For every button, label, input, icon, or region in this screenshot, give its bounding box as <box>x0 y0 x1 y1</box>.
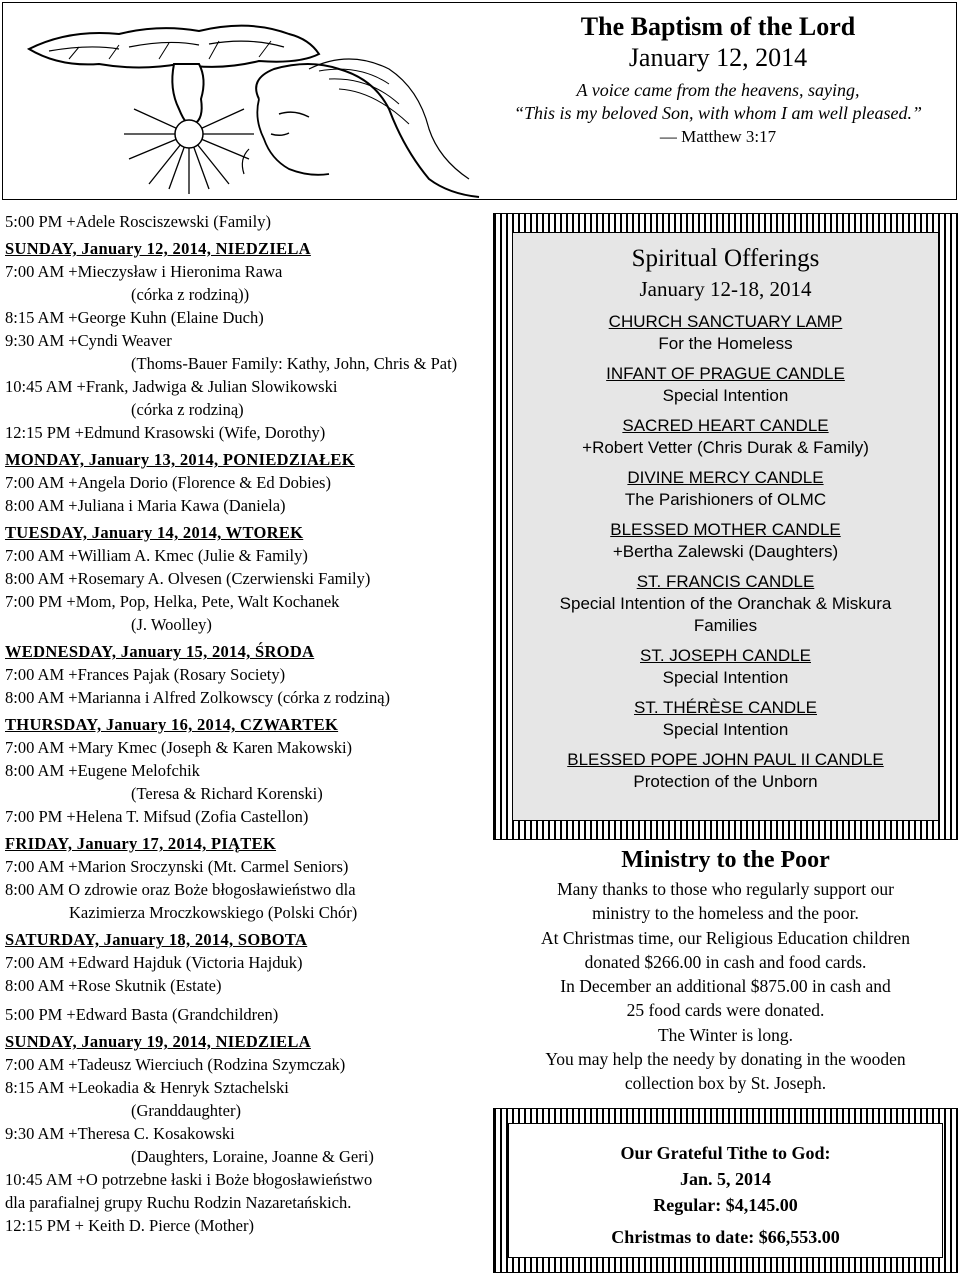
tithe-box <box>508 1123 943 1258</box>
schedule-line: 5:00 PM +Edward Basta (Grandchildren) <box>5 1005 279 1024</box>
offering-name: SACRED HEART CANDLE <box>622 416 829 435</box>
day-heading-monday-13: MONDAY, January 13, 2014, PONIEDZIAŁEK <box>5 450 355 469</box>
ministry-line: Many thanks to those who regularly support our <box>557 879 894 899</box>
offering-name: CHURCH SANCTUARY LAMP <box>608 312 843 331</box>
tithe-date: Jan. 5, 2014 <box>679 1169 771 1189</box>
schedule-line: 8:00 AM +Eugene Melofchik <box>5 761 200 780</box>
schedule-line: 7:00 AM +Frances Pajak (Rosary Society) <box>5 665 286 684</box>
offering-name: BLESSED MOTHER CANDLE <box>610 520 841 539</box>
schedule-line: (córka z rodziną) <box>131 400 244 419</box>
day-heading-tuesday-14: TUESDAY, January 14, 2014, WTOREK <box>5 523 304 542</box>
day-heading-thursday-16: THURSDAY, January 16, 2014, CZWARTEK <box>5 715 339 734</box>
scripture-quote-line-2: “This is my beloved Son, with whom I am well pleased.” <box>514 103 922 123</box>
schedule-line: 8:15 AM +Leokadia & Henryk Sztachelski <box>5 1078 289 1097</box>
schedule-line: 7:00 AM +Marion Sroczynski (Mt. Carmel Seniors) <box>5 857 349 876</box>
ministry-line: 25 food cards were donated. <box>626 1000 825 1021</box>
page-title: The Baptism of the Lord <box>580 12 856 41</box>
ministry-section <box>493 845 958 1096</box>
offering-intention: +Robert Vetter (Chris Durak & Family) <box>582 438 869 457</box>
offering-item <box>513 363 938 407</box>
schedule-line: 7:00 AM +Tadeusz Wierciuch (Rodzina Szymczak) <box>5 1055 346 1074</box>
offering-intention-cont: Families <box>693 616 758 635</box>
schedule-line: (Daughters, Loraine, Joanne & Geri) <box>131 1147 374 1166</box>
schedule-line: 8:00 AM O zdrowie oraz Boże błogosławieństwo dla <box>5 880 356 899</box>
schedule-line: 8:00 AM +Rosemary A. Olvesen (Czerwienski Family) <box>5 569 371 588</box>
offering-intention: Special Intention of the Oranchak & Miskura <box>559 594 892 613</box>
day-heading-saturday-18: SATURDAY, January 18, 2014, SOBOTA <box>5 930 308 949</box>
schedule-line: 9:30 AM +Cyndi Weaver <box>5 331 172 350</box>
tithe-regular: Regular: $4,145.00 <box>653 1195 798 1215</box>
day-heading-wednesday-15: WEDNESDAY, January 15, 2014, ŚRODA <box>5 642 315 661</box>
schedule-line: 8:00 AM +Marianna i Alfred Zolkowscy (córka z rodziną) <box>5 688 391 707</box>
schedule-line: (Granddaughter) <box>131 1101 241 1120</box>
offering-intention: Special Intention <box>662 386 789 405</box>
mass-schedule <box>5 210 485 1237</box>
offering-item <box>513 467 938 511</box>
schedule-line: 7:00 AM +Mieczysław i Hieronima Rawa <box>5 262 283 281</box>
offering-name: DIVINE MERCY CANDLE <box>627 468 824 487</box>
offering-item <box>513 571 938 637</box>
offering-item <box>513 311 938 355</box>
offering-item <box>513 697 938 741</box>
tithe-christmas: Christmas to date: $66,553.00 <box>611 1227 840 1247</box>
offerings-title: Spiritual Offerings <box>631 245 820 272</box>
day-heading-sunday-12: SUNDAY, January 12, 2014, NIEDZIELA <box>5 239 311 258</box>
schedule-line: 10:45 AM +O potrzebne łaski i Boże błogosławieństwo <box>5 1170 373 1189</box>
schedule-line: 12:15 PM +Edmund Krasowski (Wife, Dorothy) <box>5 423 326 442</box>
schedule-line: 5:00 PM +Adele Rosciszewski (Family) <box>5 212 271 231</box>
schedule-line: 7:00 AM +Mary Kmec (Joseph & Karen Makowski) <box>5 738 353 757</box>
schedule-line: 12:15 PM + Keith D. Pierce (Mother) <box>5 1216 254 1235</box>
offering-name: ST. FRANCIS CANDLE <box>636 572 815 591</box>
offering-name: BLESSED POPE JOHN PAUL II CANDLE <box>567 750 884 769</box>
ministry-line: You may help the needy by donating in the wooden <box>545 1049 906 1070</box>
header-text <box>483 11 953 148</box>
schedule-line: 7:00 PM +Helena T. Mifsud (Zofia Castellon) <box>5 807 309 826</box>
offerings-dates: January 12-18, 2014 <box>639 277 812 301</box>
day-heading-sunday-19: SUNDAY, January 19, 2014, NIEDZIELA <box>5 1032 311 1051</box>
tithe-border <box>493 1108 958 1273</box>
schedule-line: 7:00 AM +William A. Kmec (Julie & Family) <box>5 546 308 565</box>
offering-name: ST. JOSEPH CANDLE <box>640 646 811 665</box>
ministry-line: donated $266.00 in cash and food cards. <box>584 951 867 972</box>
scripture-citation: — Matthew 3:17 <box>659 127 777 146</box>
schedule-line: 8:15 AM +George Kuhn (Elaine Duch) <box>5 308 264 327</box>
tithe-title: Our Grateful Tithe to God: <box>620 1143 831 1163</box>
schedule-line: (Teresa & Richard Korenski) <box>131 784 323 803</box>
spiritual-offerings-box <box>512 232 939 821</box>
schedule-line: (córka z rodziną)) <box>131 285 250 304</box>
schedule-line: 10:45 AM +Frank, Jadwiga & Julian Slowikowski <box>5 377 338 396</box>
schedule-line: 8:00 AM +Rose Skutnik (Estate) <box>5 976 222 995</box>
offering-name: ST. THÉRÈSE CANDLE <box>634 698 817 717</box>
schedule-line: 9:30 AM +Theresa C. Kosakowski <box>5 1124 235 1143</box>
offering-item <box>513 749 938 793</box>
schedule-line: (J. Woolley) <box>131 615 212 634</box>
offering-item <box>513 415 938 459</box>
spiritual-offerings-border <box>493 213 958 840</box>
schedule-line: (Thoms-Bauer Family: Kathy, John, Chris & Pat) <box>131 354 458 373</box>
ministry-line: In December an additional $875.00 in cash and <box>560 976 891 997</box>
header-box <box>2 2 957 200</box>
schedule-line: Kazimierza Mroczkowskiego (Polski Chór) <box>69 903 358 922</box>
schedule-line: dla parafialnej grupy Ruchu Rodzin Nazaretańskich. <box>5 1193 352 1212</box>
schedule-line: 8:00 AM +Juliana i Maria Kawa (Daniela) <box>5 496 286 515</box>
offering-intention: Special Intention <box>662 668 789 687</box>
ministry-line: ministry to the homeless and the poor. <box>592 903 859 924</box>
offering-intention: The Parishioners of OLMC <box>624 490 827 509</box>
day-heading-friday-17: FRIDAY, January 17, 2014, PIĄTEK <box>5 834 277 853</box>
ministry-line: collection box by St. Joseph. <box>624 1073 827 1094</box>
ministry-line: The Winter is long. <box>657 1024 794 1045</box>
scripture-quote-line-1: A voice came from the heavens, saying, <box>576 80 860 100</box>
ministry-title: Ministry to the Poor <box>621 847 830 873</box>
offering-name: INFANT OF PRAGUE CANDLE <box>606 364 845 383</box>
offering-item <box>513 645 938 689</box>
schedule-line: 7:00 AM +Edward Hajduk (Victoria Hajduk) <box>5 953 303 972</box>
offering-intention: Special Intention <box>662 720 789 739</box>
offering-item <box>513 519 938 563</box>
offering-intention: For the Homeless <box>658 334 793 353</box>
schedule-line: 7:00 PM +Mom, Pop, Helka, Pete, Walt Kochanek <box>5 592 340 611</box>
schedule-line: 7:00 AM +Angela Dorio (Florence & Ed Dobies) <box>5 473 331 492</box>
offering-intention: Protection of the Unborn <box>633 772 818 791</box>
baptism-illustration-icon <box>9 9 509 199</box>
page-date: January 12, 2014 <box>628 43 808 72</box>
ministry-line: At Christmas time, our Religious Education children <box>541 927 910 948</box>
offering-intention: +Bertha Zalewski (Daughters) <box>612 542 839 561</box>
